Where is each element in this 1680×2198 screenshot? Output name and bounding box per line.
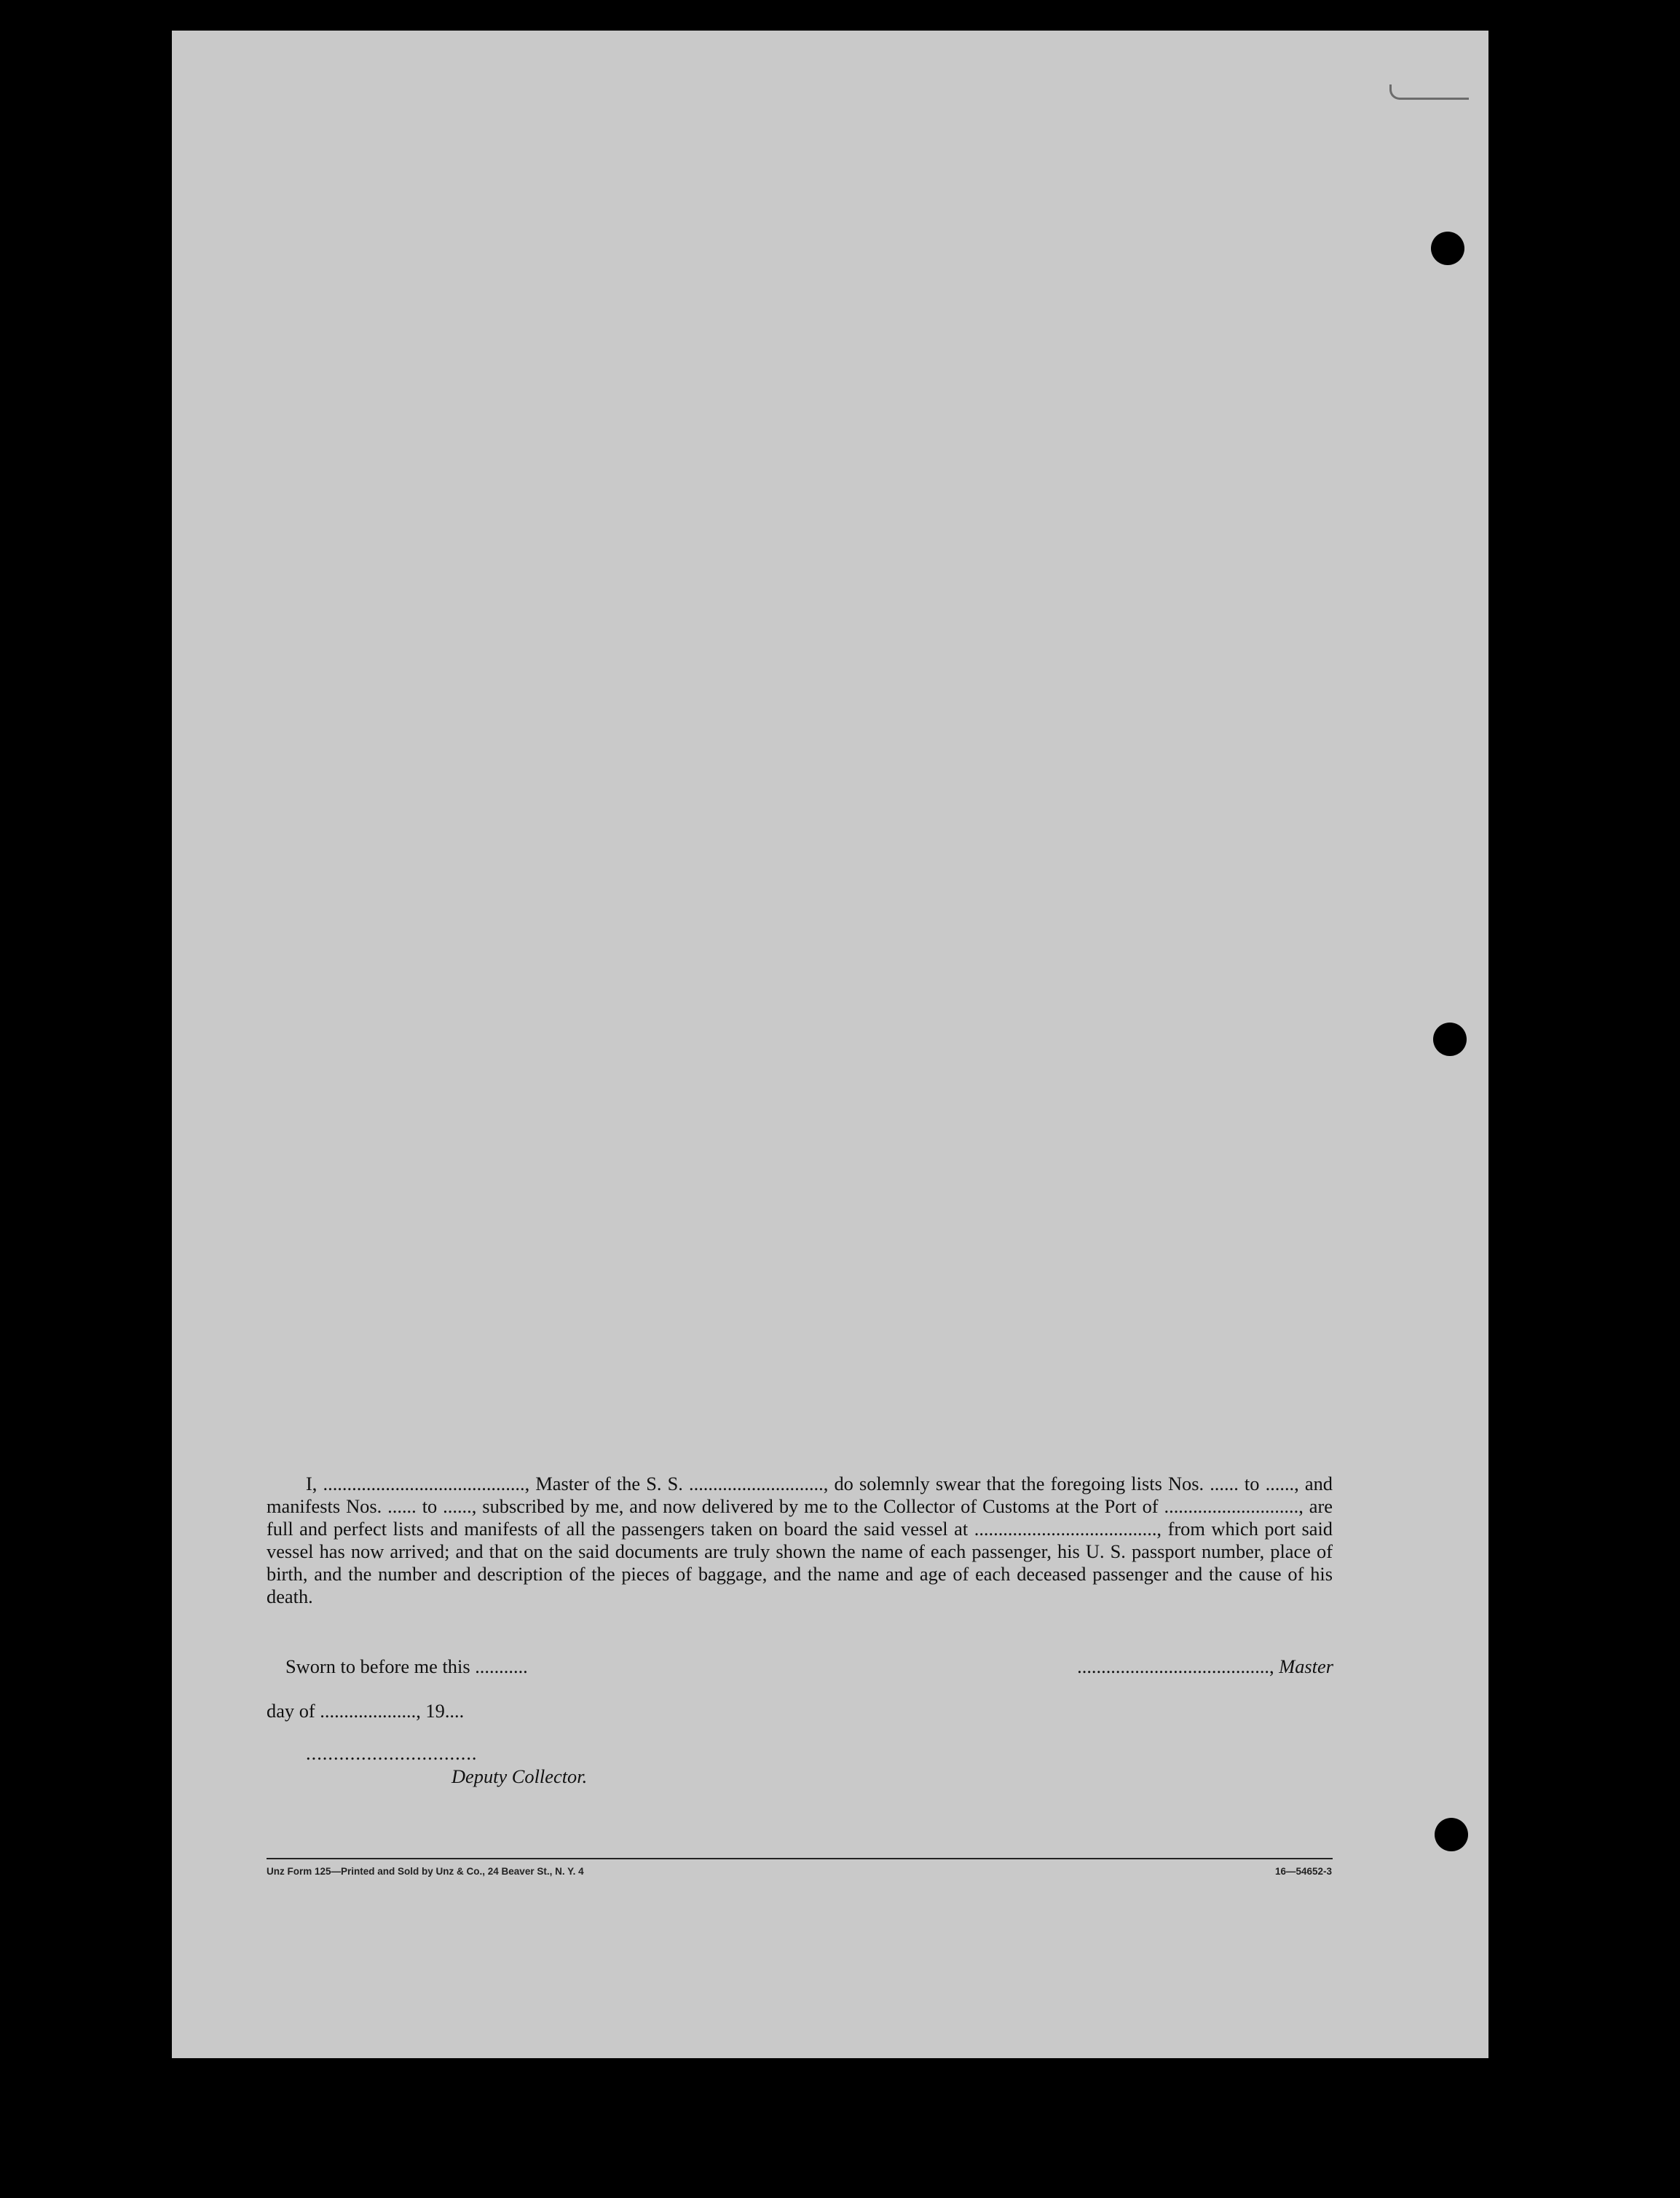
oath-first-line: I, .........................................., Master of the S. S. ............................, do solemnly [306, 1473, 930, 1494]
sworn-line: Sworn to before me this ........... [285, 1655, 528, 1677]
footer-rule [267, 1858, 1333, 1859]
oath-body: swear that the foregoing lists Nos. ...... to ......, and manifests Nos. ...... to ......, subscribed by me, and now delivered by me to the Collector of Customs at the Port of ............................, are full and perfect lists and manifests of all the passengers taken on board the said vessel at ......................................, from which port said vessel has now arrived; and that on the said documents are truly shown the name of each passenger, his U. S. passport number, place of birth, and the number and description of the pieces of baggage, and the name and age of each deceased passenger and the cause of his death. [267, 1473, 1333, 1607]
form-code: 16—54652-3 [1274, 1866, 1332, 1877]
deputy-signature-dots: ............................... [306, 1742, 478, 1764]
punch-hole-top [1431, 232, 1464, 265]
punch-hole-middle [1433, 1023, 1467, 1056]
deputy-collector-label: Deputy Collector. [451, 1765, 588, 1787]
corner-pencil-mark [1389, 84, 1469, 100]
master-dots: ........................................, [1077, 1655, 1279, 1677]
printer-imprint: Unz Form 125—Printed and Sold by Unz & Co., 24 Beaver St., N. Y. 4 [267, 1866, 584, 1877]
oath-paragraph [267, 1473, 1333, 1608]
day-of-line: day of ...................., 19.... [267, 1700, 465, 1722]
punch-hole-bottom [1435, 1818, 1468, 1851]
master-label: Master [1279, 1655, 1333, 1677]
master-signature-line [1077, 1655, 1333, 1678]
